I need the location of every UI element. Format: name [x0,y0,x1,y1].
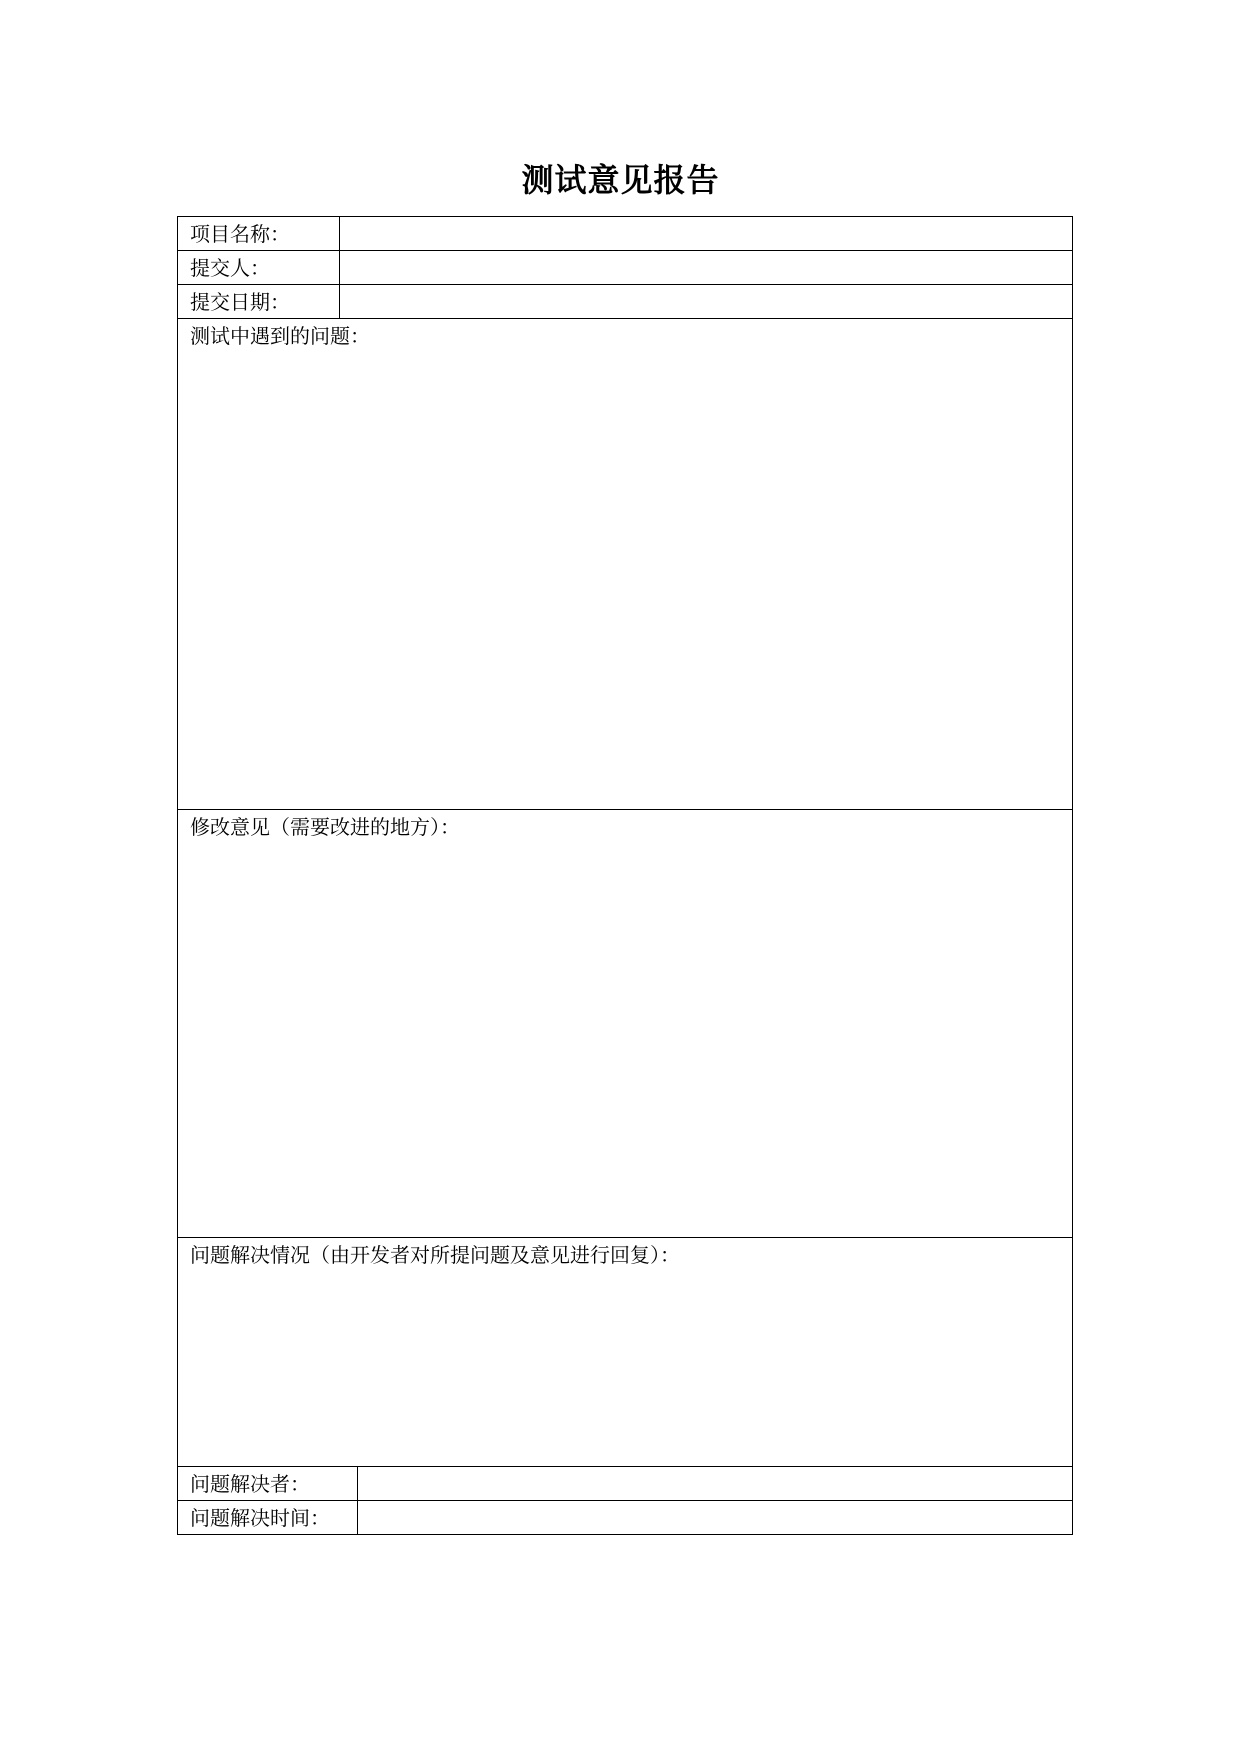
project-name-label: 项目名称： [178,217,340,251]
resolver-label: 问题解决者： [178,1467,358,1501]
resolve-time-label: 问题解决时间： [178,1501,358,1535]
submitter-label: 提交人： [178,251,340,285]
submit-date-field[interactable] [340,285,1073,319]
resolve-time-field[interactable] [358,1501,1073,1535]
resolver-row [178,1467,1073,1501]
submitter-row [178,251,1073,285]
report-form [177,216,1073,1535]
suggestions-field[interactable] [178,810,1073,1238]
problems-section [178,319,1073,810]
submitter-field[interactable] [340,251,1073,285]
submit-date-row [178,285,1073,319]
problems-label: 测试中遇到的问题： [190,324,370,348]
resolution-label: 问题解决情况（由开发者对所提问题及意见进行回复）： [190,1243,680,1267]
resolver-field[interactable] [358,1467,1073,1501]
suggestions-section [178,810,1073,1238]
resolve-time-row [178,1501,1073,1535]
suggestions-label: 修改意见（需要改进的地方）： [190,815,460,839]
submit-date-label: 提交日期： [178,285,340,319]
resolution-field[interactable] [178,1238,1073,1467]
project-name-row [178,217,1073,251]
report-title: 测试意见报告 [521,161,720,199]
resolution-section [178,1238,1073,1467]
problems-field[interactable] [178,319,1073,810]
project-name-field[interactable] [340,217,1073,251]
